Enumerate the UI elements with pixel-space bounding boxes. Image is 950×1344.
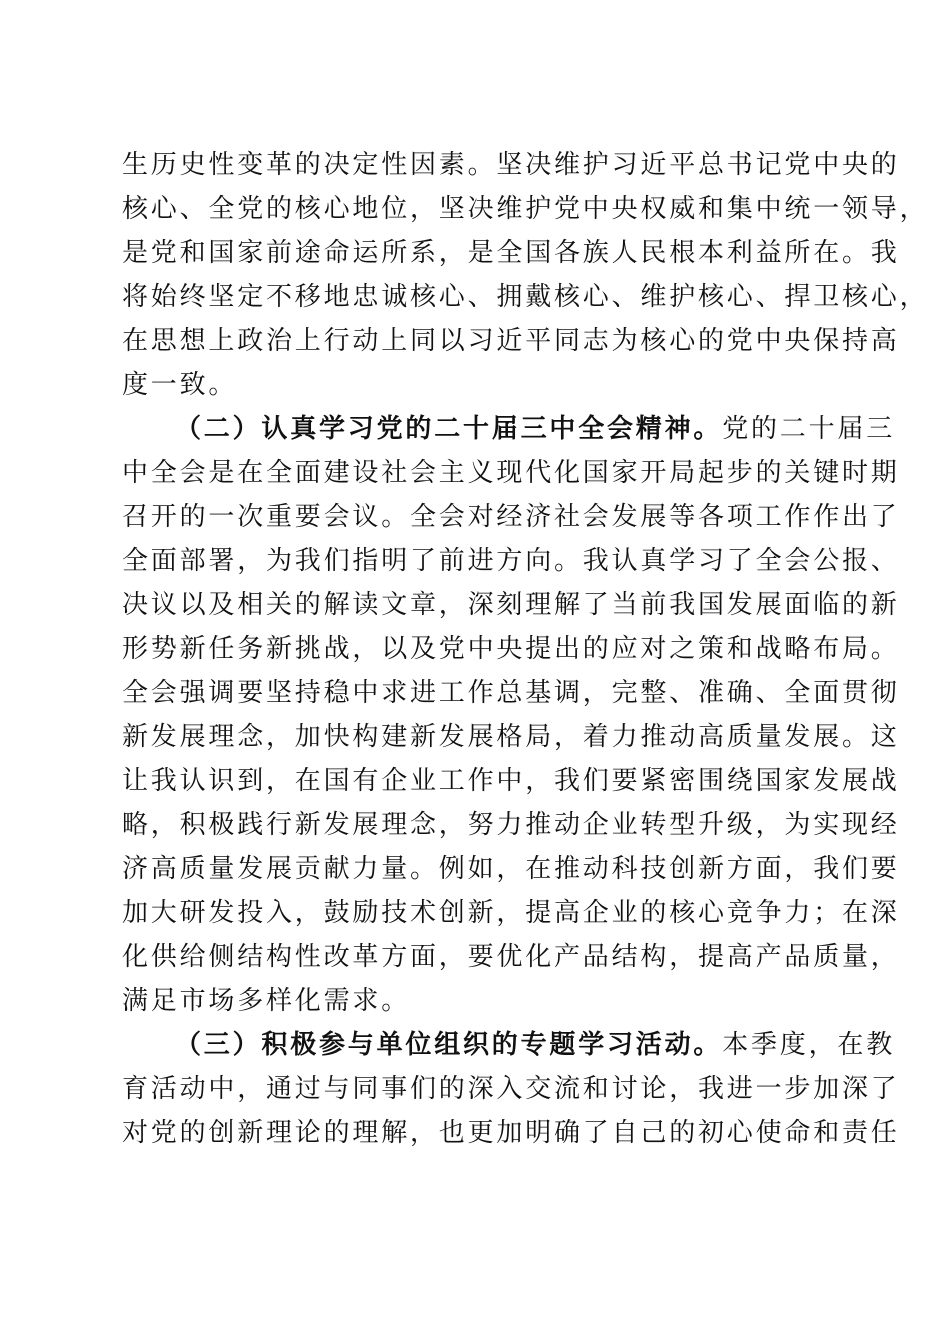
section-3-heading: （三）积极参与单位组织的专题学习活动。 [175, 1030, 723, 1060]
section-3-lead-text: 本季度，在教 [722, 1030, 896, 1060]
paragraph-line: 核心、全党的核心地位，坚决维护党中央权威和集中统一领导， [122, 194, 929, 224]
paragraph-line: 召开的一次重要会议。全会对经济社会发展等各项工作作出了 [122, 502, 900, 532]
paragraph-line: 济高质量发展贡献力量。例如，在推动科技创新方面，我们要 [122, 854, 900, 884]
paragraph-line: 全会强调要坚持稳中求进工作总基调，完整、准确、全面贯彻 [122, 678, 900, 708]
paragraph-line: 对党的创新理论的理解，也更加明确了自己的初心使命和责任 [122, 1118, 900, 1148]
section-2-first-line [175, 409, 895, 449]
paragraph-line: 度一致。 [122, 370, 238, 400]
paragraph-line: 让我认识到，在国有企业工作中，我们要紧密围绕国家发展战 [122, 766, 900, 796]
paragraph-line: 决议以及相关的解读文章，深刻理解了当前我国发展面临的新 [122, 590, 900, 620]
paragraph-line: 加大研发投入，鼓励技术创新，提高企业的核心竞争力；在深 [122, 898, 900, 928]
paragraph-line: 是党和国家前途命运所系，是全国各族人民根本利益所在。我 [122, 238, 900, 268]
paragraph-line: 育活动中，通过与同事们的深入交流和讨论，我进一步加深了 [122, 1074, 900, 1104]
paragraph-line: 满足市场多样化需求。 [122, 986, 411, 1016]
paragraph-line: 新发展理念，加快构建新发展格局，着力推动高质量发展。这 [122, 722, 900, 752]
section-2-heading: （二）认真学习党的二十届三中全会精神。 [175, 414, 723, 444]
paragraph-line: 在思想上政治上行动上同以习近平同志为核心的党中央保持高 [122, 326, 900, 356]
paragraph-line: 全面部署，为我们指明了前进方向。我认真学习了全会公报、 [122, 546, 900, 576]
section-3-first-line [175, 1025, 895, 1065]
paragraph-line: 中全会是在全面建设社会主义现代化国家开局起步的关键时期 [122, 458, 900, 488]
paragraph-line: 将始终坚定不移地忠诚核心、拥戴核心、维护核心、捍卫核心， [122, 282, 929, 312]
paragraph-line: 形势新任务新挑战，以及党中央提出的应对之策和战略布局。 [122, 634, 900, 664]
section-2-lead-text: 党的二十届三 [722, 414, 896, 444]
paragraph-line: 生历史性变革的决定性因素。坚决维护习近平总书记党中央的 [122, 150, 900, 180]
paragraph-line: 化供给侧结构性改革方面，要优化产品结构，提高产品质量， [122, 942, 900, 972]
paragraph-line: 略，积极践行新发展理念，努力推动企业转型升级，为实现经 [122, 810, 900, 840]
